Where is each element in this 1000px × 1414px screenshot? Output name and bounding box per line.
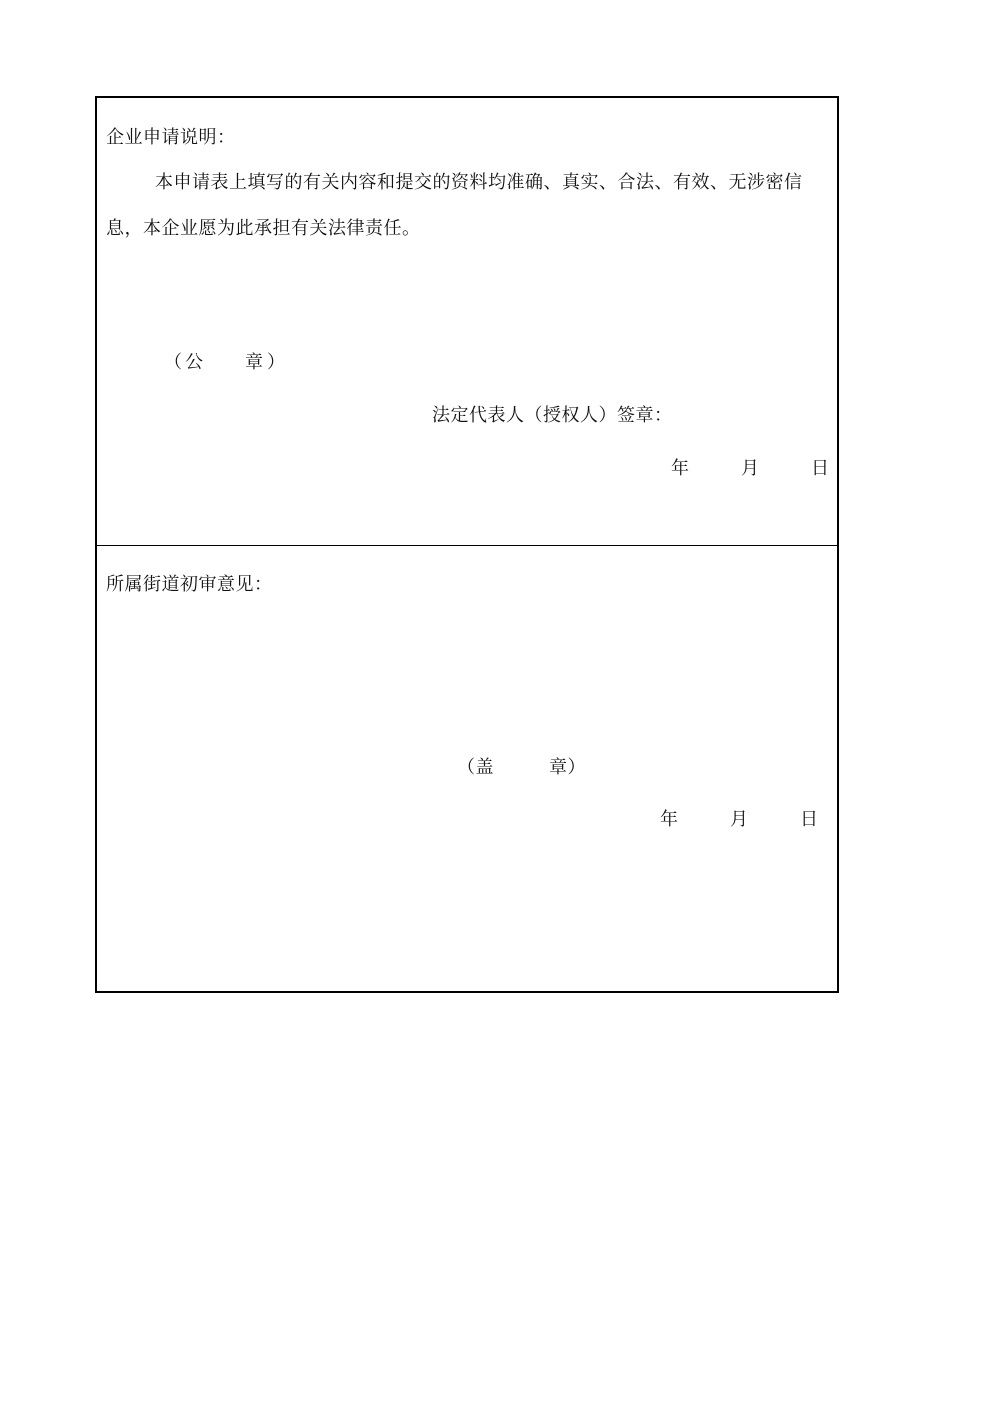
street-date-month: 月 bbox=[730, 809, 749, 830]
enterprise-statement-section bbox=[97, 98, 837, 546]
enterprise-statement-line2: 息，本企业愿为此承担有关法律责任。 bbox=[106, 218, 421, 239]
seal-close-paren: ） bbox=[267, 352, 286, 373]
street-date-day: 日 bbox=[800, 809, 819, 830]
street-date-year: 年 bbox=[660, 809, 679, 830]
enterprise-section-heading: 企业申请说明： bbox=[106, 127, 236, 148]
street-seal-char-gai: （盖 bbox=[457, 757, 494, 778]
street-section-heading: 所属街道初审意见： bbox=[106, 574, 273, 595]
street-review-section bbox=[97, 546, 837, 991]
enterprise-date-day: 日 bbox=[811, 458, 830, 479]
legal-representative-signature-label: 法定代表人（授权人）签章： bbox=[432, 405, 673, 426]
enterprise-statement-line1: 本申请表上填写的有关内容和提交的资料均准确、真实、合法、有效、无涉密信 bbox=[155, 172, 803, 193]
seal-char-zhang: 章 bbox=[245, 352, 264, 373]
seal-open-paren: （ bbox=[164, 352, 183, 373]
enterprise-date-month: 月 bbox=[741, 458, 760, 479]
seal-char-gong: 公 bbox=[185, 352, 204, 373]
enterprise-date-year: 年 bbox=[671, 458, 690, 479]
application-form-box bbox=[95, 96, 839, 993]
street-seal-char-zhang: 章） bbox=[549, 757, 586, 778]
